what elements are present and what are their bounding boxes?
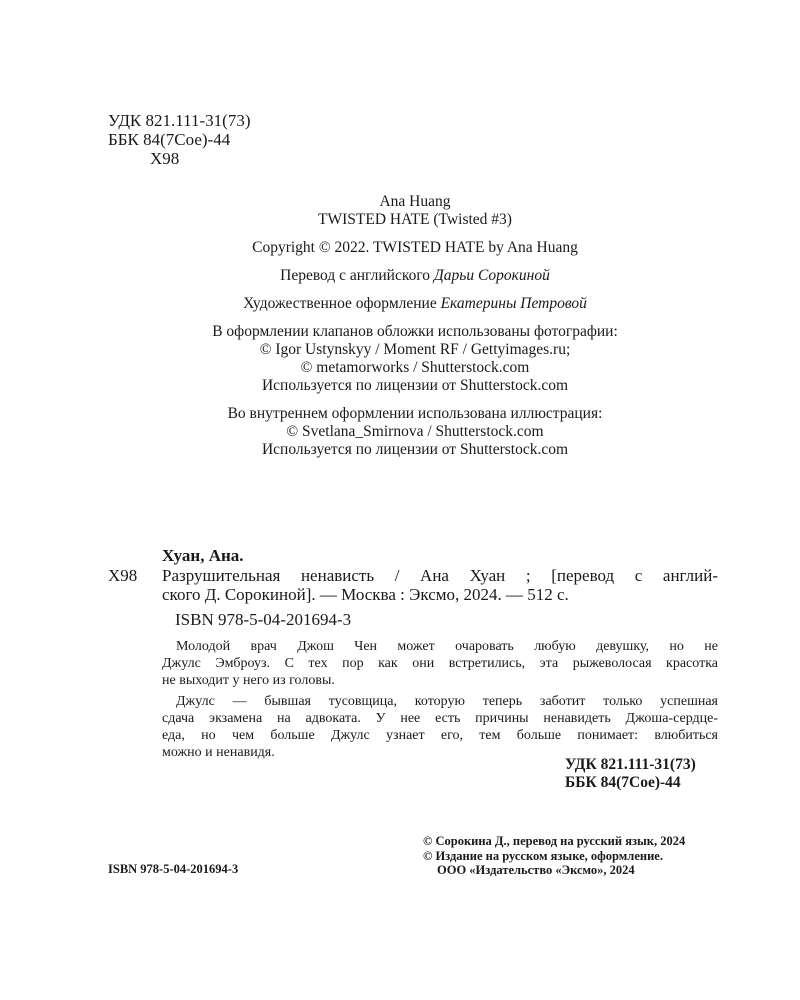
flaps-photos-line: В оформлении клапанов обложки использованы фотографии: <box>212 323 618 340</box>
inner-illustration-line: © Svetlana_Smirnova / Shutterstock.com <box>286 423 544 440</box>
annotation-line: можно и ненавидя. <box>162 745 275 760</box>
annotation-line: Молодой врач Джош Чен может очаровать любую девушку, но не <box>176 639 718 654</box>
copyright-line: Copyright © 2022. TWISTED HATE by Ana Huang <box>252 239 578 256</box>
credits-block <box>100 193 730 459</box>
bbk-code: ББК 84(7Сое)-44 <box>108 130 231 149</box>
top-codes <box>108 111 250 168</box>
flaps-photos-line: © metamorworks / Shutterstock.com <box>300 359 530 376</box>
annotation-line: Джулс — бывшая тусовщица, которую теперь заботит только успешная <box>176 694 718 709</box>
annotation-line: Джулс Эмброуз. С тех пор как они встретились, эта рыжеволосая красотка <box>162 656 718 671</box>
flaps-photos-line: Используется по лицензии от Shutterstock.com <box>261 377 569 394</box>
translator-name: Дарьи Сорокиной <box>433 267 550 284</box>
design-credit <box>100 295 730 313</box>
catalog-codes <box>565 756 696 792</box>
description-line: Разрушительная ненависть / Ана Хуан ; [перевод с англий- <box>162 566 718 585</box>
annotation-line: не выходит у него из головы. <box>162 673 335 688</box>
catalog-bbk: ББК 84(7Сое)-44 <box>565 774 681 791</box>
catalog-heading: Хуан, Ана. <box>162 546 244 565</box>
author-mark: Х98 <box>150 149 180 168</box>
rights-line: ООО «Издательство «Эксмо», 2024 <box>437 863 635 877</box>
rights-line: © Сорокина Д., перевод на русский язык, 2024 <box>423 834 686 848</box>
inner-illustration-line: Во внутреннем оформлении использована иллюстрация: <box>227 405 603 422</box>
description-line: ского Д. Сорокиной]. — Москва : Эксмо, 2024. — 512 с. <box>162 585 569 604</box>
catalog-description <box>162 566 718 604</box>
annotation-line: еда, но чем больше Джулс узнает его, тем больше понимает: влюбиться <box>162 728 718 743</box>
annotation <box>162 638 718 761</box>
annotation-line: сдача экзамена на адвоката. У нее есть причины ненавидеть Джоша-сердце- <box>162 711 718 726</box>
translation-prefix: Перевод с английского <box>280 267 431 284</box>
translation-credit <box>100 267 730 285</box>
catalog-udk: УДК 821.111-31(73) <box>565 756 696 773</box>
original-author: Ana Huang <box>379 193 451 210</box>
rights-line: © Издание на русском языке, оформление. <box>423 848 663 863</box>
footer-isbn: ISBN 978-5-04-201694-3 <box>108 862 239 876</box>
catalog-mark: Х98 <box>108 566 138 585</box>
catalog-isbn: ISBN 978-5-04-201694-3 <box>175 610 352 629</box>
design-prefix: Художественное оформление <box>243 295 437 312</box>
inner-illustration-line: Используется по лицензии от Shutterstock.com <box>261 441 569 458</box>
footer-rights <box>423 834 685 878</box>
flaps-photos-line: © Igor Ustynskyy / Moment RF / Gettyimages.ru; <box>259 341 571 358</box>
designer-name: Екатерины Петровой <box>440 295 587 312</box>
original-title: TWISTED HATE (Twisted #3) <box>318 211 512 228</box>
udk-code: УДК 821.111-31(73) <box>108 111 251 130</box>
